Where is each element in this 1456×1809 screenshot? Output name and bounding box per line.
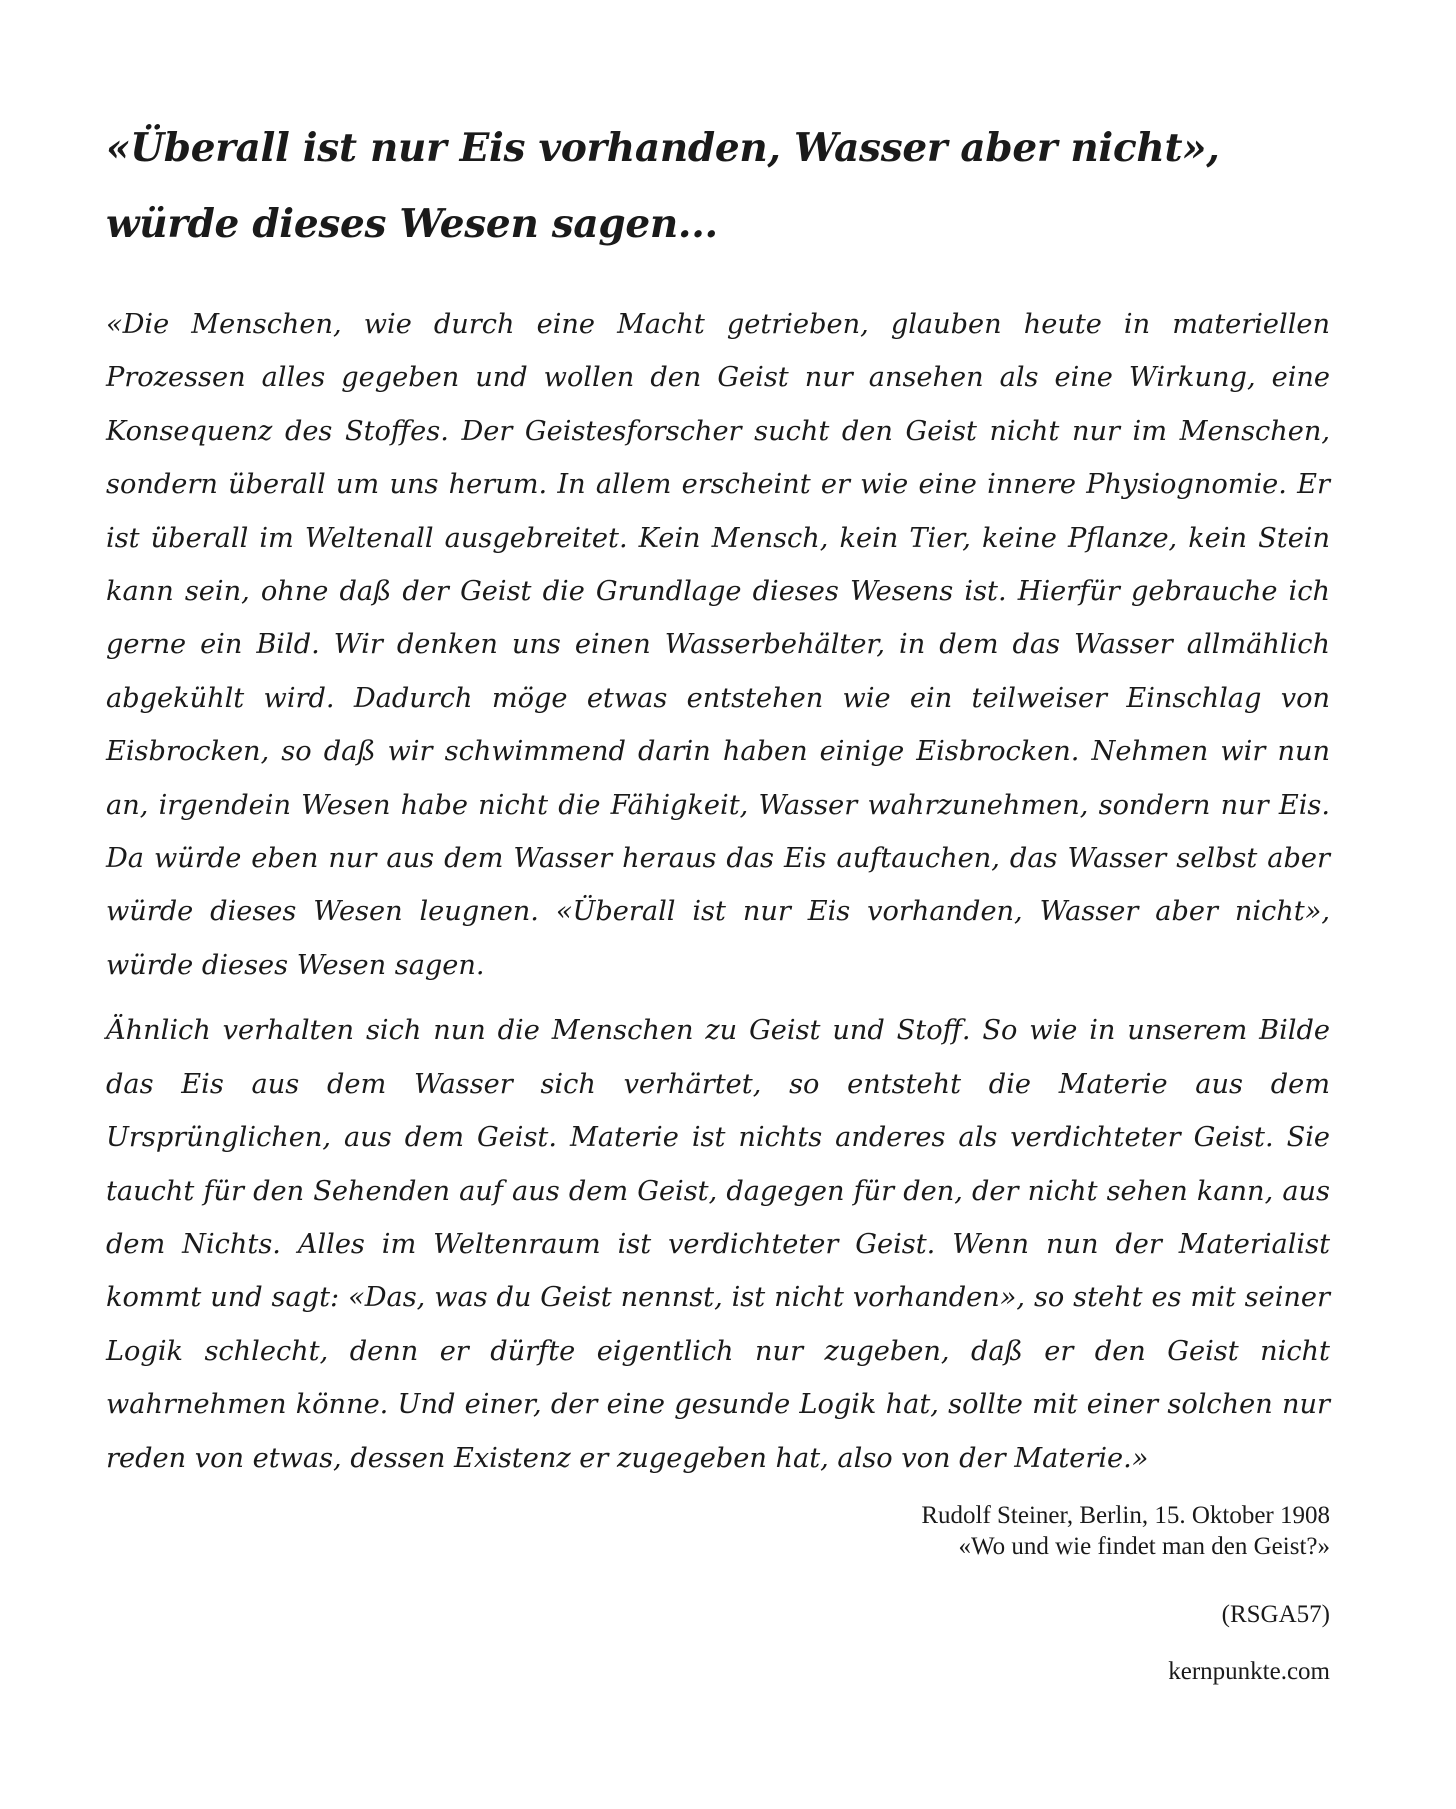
quote-paragraph-2: Ähnlich verhalten sich nun die Menschen zu Geist und Stoff. So wie in unserem Bilde das Eis aus dem Wasser sich verhärtet, so entsteht die Materie aus dem Ursprünglichen, aus dem Geist. Materie ist nichts anderes als verdichteter Geist. Sie taucht für den Sehenden auf aus dem Geist, dagegen für den, der nicht sehen kann, aus dem Nichts. Alles im Weltenraum ist verdichteter Geist. Wenn nun der Materialist kommt und sagt: «Das, was du Geist nennst, ist nicht vorhanden», so steht es mit seiner Logik schlecht, denn er dürfte eigentlich nur zugeben, daß er den Geist nicht wahrnehmen könne. Und einer, der eine gesunde Logik hat, sollte mit einer solchen nur reden von etwas, dessen Existenz er zugegeben hat, also von der Materie.» — [106, 1015, 1330, 1474]
source-website: kernpunkte.com — [1168, 1658, 1330, 1685]
citation-lecture-title: «Wo und wie findet man den Geist?» — [958, 1533, 1330, 1560]
citation-reference: (RSGA57) — [1221, 1601, 1330, 1628]
citation-author-line: Rudolf Steiner, Berlin, 15. Oktober 1908 — [921, 1502, 1330, 1529]
citation-block — [921, 1500, 1330, 1687]
document-page — [106, 110, 1330, 1485]
title-line-2: würde dieses Wesen sagen... — [106, 201, 718, 247]
quote-paragraph-1: «Die Menschen, wie durch eine Macht getrieben, glauben heute in materiellen Prozessen alles gegeben und wollen den Geist nur ansehen als eine Wirkung, eine Konsequenz des Stoffes. Der Geistesforscher sucht den Geist nicht nur im Menschen, sondern überall um uns herum. In allem erscheint er wie eine innere Physiognomie. Er ist überall im Weltenall ausgebreitet. Kein Mensch, kein Tier, keine Pflanze, kein Stein kann sein, ohne daß der Geist die Grundlage dieses Wesens ist. Hierfür gebrauche ich gerne ein Bild. Wir denken uns einen Wasserbehälter, in dem das Wasser allmählich abgekühlt wird. Dadurch möge etwas entstehen wie ein teilweiser Einschlag von Eisbrocken, so daß wir schwimmend darin haben einige Eisbrocken. Nehmen wir nun an, irgendein Wesen habe nicht die Fähigkeit, Wasser wahrzunehmen, sondern nur Eis. Da würde eben nur aus dem Wasser heraus das Eis auftauchen, das Wasser selbst aber würde dieses Wesen leugnen. «Überall ist nur Eis vorhanden, Wasser aber nicht», würde dieses Wesen sagen. — [106, 309, 1330, 981]
quote-body — [106, 298, 1330, 1485]
page-title — [106, 110, 1330, 262]
title-line-1: «Überall ist nur Eis vorhanden, Wasser aber nicht», — [106, 125, 1220, 171]
